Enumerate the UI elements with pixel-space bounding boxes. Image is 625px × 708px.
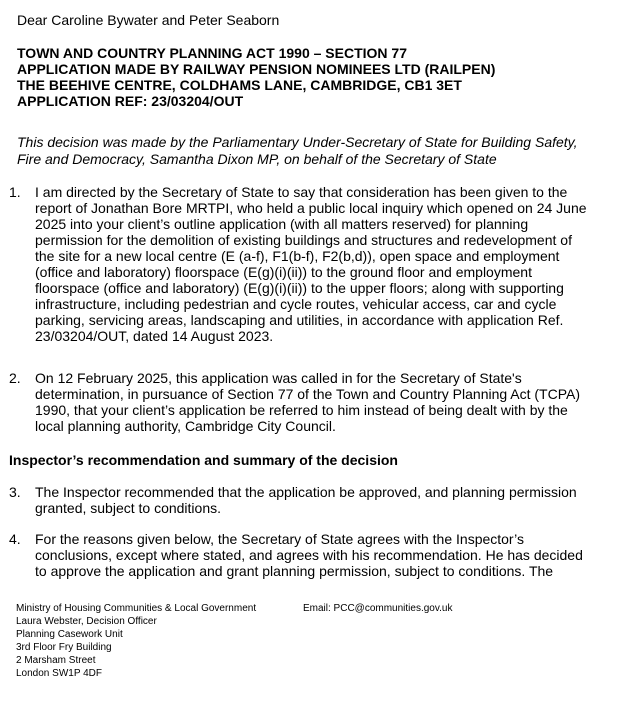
heading-line: APPLICATION MADE BY RAILWAY PENSION NOMINEES LTD (RAILPEN) <box>17 61 496 77</box>
footer-address-line: Ministry of Housing Communities & Local Government <box>16 603 257 614</box>
paragraph-line: floorspace (office and laboratory) (E(g)(i)(ii)) to the upper floors; along with supporting <box>35 280 564 296</box>
letter-heading <box>17 45 495 109</box>
paragraph-line: parking, servicing areas, landscaping and utilities, in accordance with application Ref. <box>35 312 564 328</box>
paragraph-line: For the reasons given below, the Secretary of State agrees with the Inspector’s <box>35 531 524 547</box>
paragraph-4 <box>9 531 614 579</box>
paragraph-line: to approve the application and grant planning permission, subject to conditions. The <box>35 563 554 579</box>
paragraph-line: 1990, that your client’s application be referred to him instead of being dealt with by the <box>35 402 568 418</box>
heading-line: THE BEEHIVE CENTRE, COLDHAMS LANE, CAMBRIDGE, CB1 3ET <box>17 77 462 93</box>
footer-address-line: 3rd Floor Fry Building <box>16 642 112 653</box>
heading-line: TOWN AND COUNTRY PLANNING ACT 1990 – SECTION 77 <box>17 45 407 61</box>
paragraph-line: local planning authority, Cambridge City Council. <box>35 418 336 434</box>
paragraph-number: 4. <box>9 531 21 547</box>
paragraph-line: granted, subject to conditions. <box>35 500 222 516</box>
paragraph-line: infrastructure, including pedestrian and cycle routes, vehicular access, car and cycle <box>35 296 557 312</box>
paragraph-line: 23/03204/OUT, dated 14 August 2023. <box>35 328 274 344</box>
paragraph-line: the site for a new local centre (E (a-f), F1(b-f), F2(b,d)), open space and employment <box>35 248 560 264</box>
paragraph-2 <box>9 370 614 434</box>
paragraph-body <box>35 531 614 579</box>
paragraph-body <box>35 484 614 516</box>
footer-email: Email: PCC@communities.gov.uk <box>303 603 453 614</box>
decision-note <box>17 134 617 168</box>
paragraph-line: report of Jonathan Bore MRTPI, who held a public local inquiry which opened on 24 June <box>35 200 587 216</box>
paragraph-line: On 12 February 2025, this application was called in for the Secretary of State's <box>35 370 522 386</box>
paragraph-line: The Inspector recommended that the application be approved, and planning permission <box>35 484 577 500</box>
paragraph-line: conclusions, except where stated, and agrees with his recommendation. He has decided <box>35 547 583 563</box>
paragraph-number: 2. <box>9 370 21 386</box>
salutation: Dear Caroline Bywater and Peter Seaborn <box>17 12 280 28</box>
paragraph-line: (office and laboratory) floorspace (E(g)(i)(ii)) to the ground floor and employment <box>35 264 532 280</box>
paragraph-line: determination, in pursuance of Section 77 of the Town and Country Planning Act (TCPA) <box>35 386 581 402</box>
paragraph-line: I am directed by the Secretary of State to say that consideration has been given to the <box>35 184 568 200</box>
paragraph-3 <box>9 484 614 516</box>
paragraph-number: 1. <box>9 184 21 200</box>
decision-note-line: Fire and Democracy, Samantha Dixon MP, on behalf of the Secretary of State <box>17 151 497 167</box>
paragraph-number: 3. <box>9 484 21 500</box>
paragraph-body <box>35 370 614 434</box>
footer-address-line: London SW1P 4DF <box>16 668 102 679</box>
footer-address-line: 2 Marsham Street <box>16 655 96 666</box>
heading-line: APPLICATION REF: 23/03204/OUT <box>17 93 244 109</box>
paragraph-body <box>35 184 614 344</box>
footer-address <box>16 602 256 680</box>
paragraph-line: 2025 into your client’s outline application (with all matters reserved) for planning <box>35 216 529 232</box>
section-heading: Inspector’s recommendation and summary of the decision <box>9 452 398 468</box>
footer-address-line: Planning Casework Unit <box>16 629 123 640</box>
decision-note-line: This decision was made by the Parliamentary Under-Secretary of State for Building Safety, <box>17 134 578 150</box>
paragraph-1 <box>9 184 614 344</box>
paragraph-line: permission for the demolition of existing buildings and structures and redevelopment of <box>35 232 572 248</box>
footer-address-line: Laura Webster, Decision Officer <box>16 616 157 627</box>
